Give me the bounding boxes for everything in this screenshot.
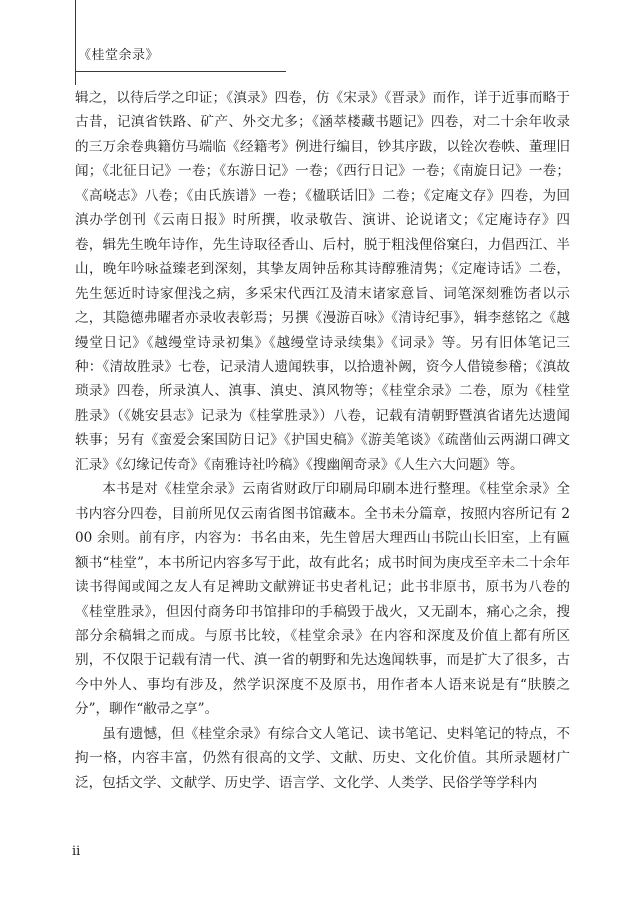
- body-text: [75, 86, 570, 795]
- header-horizontal-rule: [75, 71, 286, 72]
- paragraph: 本书是对《桂堂余录》云南省财政厅印刷局印刷本进行整理。《桂堂余录》全书内容分四卷，目前所见仅云南省图书馆藏本。全书未分篇章，按照内容所记有 200 余则。前有序，内容为：书名由来，先生曾居大理西山书院山长旧室，上有匾额书“桂堂”，本书所记内容多写于此，故有此名；成书时间为庚戌至辛未二十余年读书得闻或闻之友人有足裨助文献辨证书史者札记；此书非原书，原书为八卷的《桂堂胜录》，但因付商务印书馆排印的手稿毁于战火，又无副本，痛心之余，搜部分余稿辑之而成。与原书比较，《桂堂余录》在内容和深度及价值上都有所区别，不仅限于记载有清一代、滇一省的朝野和先达逸闻轶事，而是扩大了很多，古今中外人、事均有涉及，然学识深度不及原书，用作者本人语来说是有“肤腠之分”，聊作“敝帚之享”。: [75, 481, 570, 718]
- running-head-title: 《桂堂余录》: [78, 48, 160, 63]
- header-vertical-rule: [75, 0, 76, 85]
- paragraph-continued: 辑之，以待后学之印证；《滇录》四卷，仿《宋录》《晋录》而作，详于近事而略于古昔，记滇省铁路、矿产、外交尤多；《涵萃楼藏书题记》四卷，对二十余年收录的三万余卷典籍仿马端临《经籍考》例进行编目，钞其序跋，以铨次卷帙、董理旧闻；《北征日记》一卷；《东游日记》一卷；《西行日记》一卷；《南旋日记》一卷；《高峣志》八卷；《由氏族谱》一卷；《楹联话旧》二卷；《定庵文存》四卷，为回滇办学创刊《云南日报》时所撰，收录敬告、演讲、论说诸文；《定庵诗存》四卷，辑先生晚年诗作，先生诗取径香山、后村，脱于粗浅俚俗窠臼，力倡西江、半山，晚年吟咏益臻老到深刻，其挚友周钟岳称其诗醇雅清隽；《定庵诗话》二卷，先生惩近时诗家俚浅之病，多采宋代西江及清末诸家意旨、词笔深刻雅饬者以示之，其隐德弗曜者亦录收表彰焉；另撰《漫游百咏》《清诗纪事》，辑李慈铭之《越缦堂日记》《越缦堂诗录初集》《越缦堂诗录续集》《词录》等。另有旧体笔记三种：《清故胜录》七卷，记录清人遗闻轶事，以拾遗补阙，资今人借镜参稽；《滇故琐录》四卷，所录滇人、滇事、滇史、滇风物等；《桂堂余录》二卷，原为《桂堂胜录》（《姚安县志》记录为《桂掌胜录》）八卷，记载有清朝野暨滇省诸先达遗闻轶事；另有《蛮爱会案国防日记》《护国史稿》《游美笔谈》《疏凿仙云两湖口碑文汇录》《幻缘记传奇》《南雅诗社吟稿》《搜幽阐奇录》《人生六大问题》等。: [75, 90, 570, 473]
- paragraph: 虽有遗憾，但《桂堂余录》有综合文人笔记、读书笔记、史料笔记的特点，不拘一格，内容丰富，仍然有很高的文学、文献、历史、文化价值。其所录题材广泛，包括文学、文献学、历史学、语言学、文化学、人类学、民俗学等学科内: [75, 725, 570, 791]
- page-number: ii: [72, 844, 81, 859]
